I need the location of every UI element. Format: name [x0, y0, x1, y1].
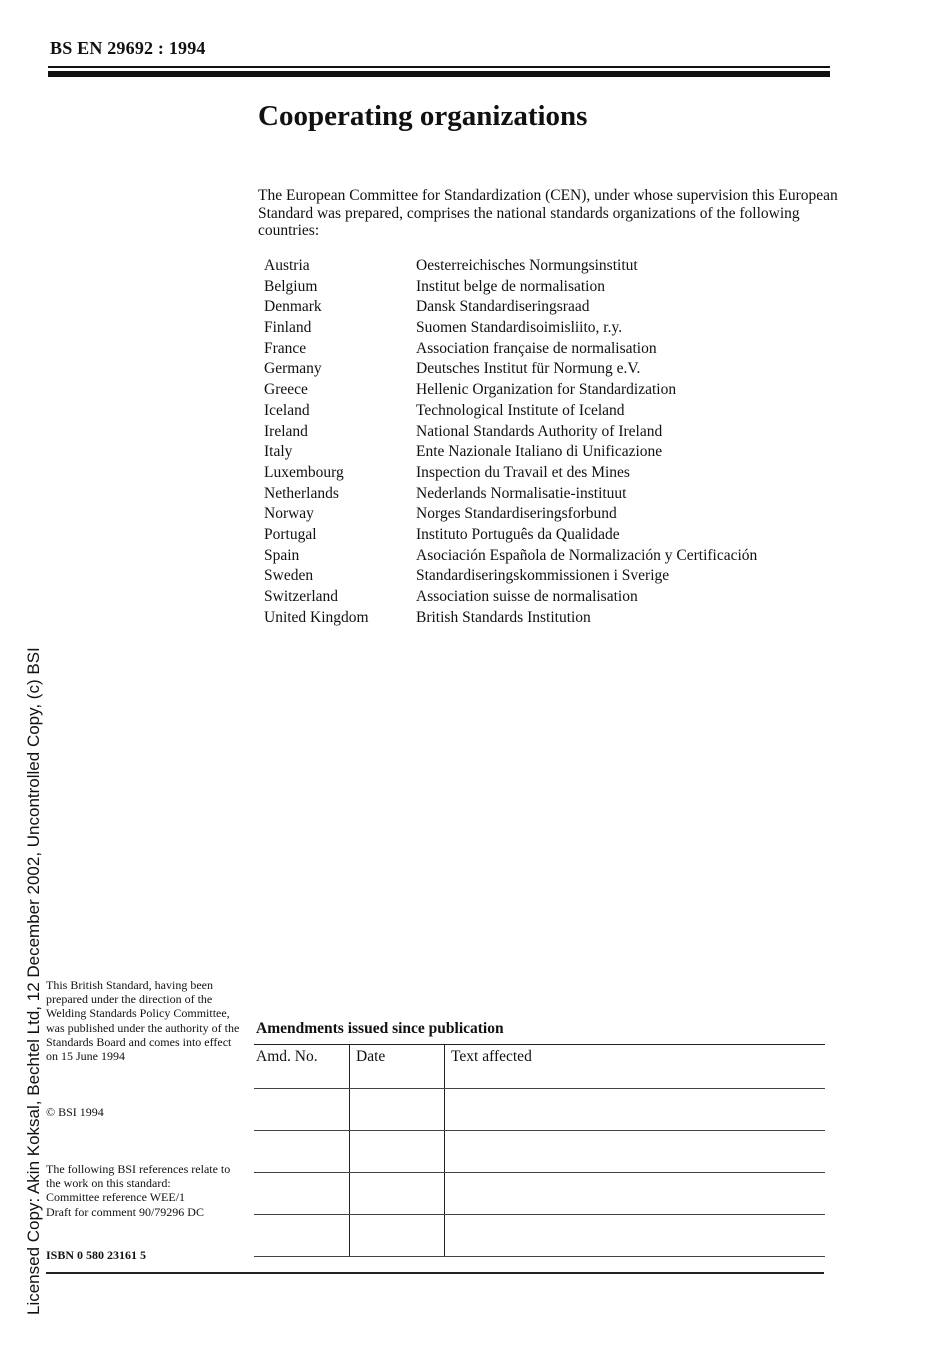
organization-row: [264, 380, 844, 401]
country-name: Switzerland: [264, 588, 339, 605]
organization-row: [264, 442, 844, 463]
column-header-date: Date: [350, 1045, 445, 1089]
country-name: Finland: [264, 319, 312, 337]
table-cell: [445, 1089, 826, 1131]
publication-note: [46, 978, 241, 1063]
column-header-amd-no: Amd. No.: [254, 1045, 350, 1089]
country-name: Sweden: [264, 567, 314, 585]
country-name: Italy: [264, 443, 293, 461]
organization-name: National Standards Authority of Ireland: [416, 422, 663, 440]
organization-row: [264, 277, 844, 298]
footer-rule: [46, 1272, 824, 1274]
amendments-table: [254, 1044, 825, 1257]
draft-reference: Draft for comment 90/79296 DC: [46, 1204, 204, 1219]
organization-row: [264, 256, 844, 277]
table-cell: [445, 1215, 826, 1257]
organization-row: [264, 566, 844, 587]
organization-row: [264, 546, 844, 567]
table-cell: [350, 1089, 445, 1131]
country-name: Greece: [264, 381, 308, 399]
country-name: Germany: [264, 360, 322, 378]
organization-row: [264, 525, 844, 546]
organization-name: Instituto Português da Qualidade: [416, 525, 620, 543]
country-name: Belgium: [264, 277, 318, 295]
organization-name: Inspection du Travail et des Mines: [416, 463, 630, 481]
amendments-header-row: [254, 1045, 825, 1089]
organization-name: Institut belge de normalisation: [416, 277, 605, 295]
organization-row: [264, 587, 844, 608]
references-intro: The following BSI references relate to the work on this standard:: [46, 1162, 231, 1191]
table-row: [254, 1089, 825, 1131]
organization-name: Norges Standardiseringsforbund: [416, 505, 617, 523]
country-name: Austria: [264, 257, 310, 274]
amendments-title: Amendments issued since publication: [256, 1020, 504, 1037]
isbn: ISBN 0 580 23161 5: [46, 1248, 147, 1262]
organization-row: [264, 484, 844, 505]
organization-row: [264, 339, 844, 360]
table-cell: [254, 1215, 350, 1257]
organization-name: Association française de normalisation: [416, 339, 657, 357]
organization-name: Asociación Española de Normalización y Certificación: [416, 546, 758, 564]
table-cell: [350, 1131, 445, 1173]
bsi-references: [46, 1162, 246, 1219]
country-name: Netherlands: [264, 484, 339, 502]
organization-name: British Standards Institution: [416, 608, 591, 626]
organization-row: [264, 504, 844, 525]
country-name: Spain: [264, 546, 300, 564]
organization-name: Hellenic Organization for Standardization: [416, 381, 677, 399]
organization-row: [264, 318, 844, 339]
column-header-text-affected: Text affected: [445, 1045, 826, 1089]
table-cell: [254, 1089, 350, 1131]
country-name: Luxembourg: [264, 463, 344, 481]
table-cell: [445, 1131, 826, 1173]
table-cell: [445, 1173, 826, 1215]
organization-name: Technological Institute of Iceland: [416, 401, 625, 419]
committee-reference: Committee reference WEE/1: [46, 1190, 186, 1205]
copyright-notice: © BSI 1994: [46, 1105, 104, 1119]
organization-row: [264, 608, 844, 629]
license-watermark: Licensed Copy: Akin Koksal, Bechtel Ltd, 12 December 2002, Uncontrolled Copy, (c) BSI: [24, 647, 43, 1315]
organization-name: Association suisse de normalisation: [416, 588, 638, 605]
table-cell: [254, 1131, 350, 1173]
organization-name: Ente Nazionale Italiano di Unificazione: [416, 443, 663, 461]
country-name: Portugal: [264, 525, 317, 543]
header-rule-thin: [48, 66, 830, 68]
organization-row: [264, 297, 844, 318]
page-title: Cooperating organizations: [258, 100, 588, 132]
country-name: France: [264, 339, 307, 357]
publication-note-text: This British Standard, having been prepared under the direction of the Welding Standards Policy Committee, was published under the authority of the Standards Board and comes into effect on 15 June 1994: [46, 978, 240, 1064]
table-row: [254, 1131, 825, 1173]
organization-row: [264, 359, 844, 380]
organization-name: Nederlands Normalisatie-instituut: [416, 484, 627, 502]
table-row: [254, 1173, 825, 1215]
country-name: United Kingdom: [264, 608, 369, 626]
document-id-header: BS EN 29692 : 1994: [50, 38, 206, 58]
intro-paragraph: The European Committee for Standardization (CEN), under whose supervision this European Standard was prepared, comprises the national standards organizations of the following countries:: [258, 187, 838, 239]
organization-name: Standardiseringskommissionen i Sverige: [416, 567, 670, 585]
header-rule-thick: [48, 71, 830, 77]
country-name: Iceland: [264, 401, 310, 419]
organization-list: [264, 256, 844, 628]
organization-name: Dansk Standardiseringsraad: [416, 298, 590, 316]
country-name: Ireland: [264, 422, 308, 440]
organization-row: [264, 422, 844, 443]
table-cell: [254, 1173, 350, 1215]
table-row: [254, 1215, 825, 1257]
organization-name: Suomen Standardisoimisliito, r.y.: [416, 319, 623, 337]
organization-row: [264, 401, 844, 422]
table-cell: [350, 1215, 445, 1257]
organization-name: Oesterreichisches Normungsinstitut: [416, 257, 638, 274]
country-name: Norway: [264, 505, 314, 523]
table-cell: [350, 1173, 445, 1215]
organization-name: Deutsches Institut für Normung e.V.: [416, 360, 641, 378]
country-name: Denmark: [264, 298, 322, 316]
organization-row: [264, 463, 844, 484]
